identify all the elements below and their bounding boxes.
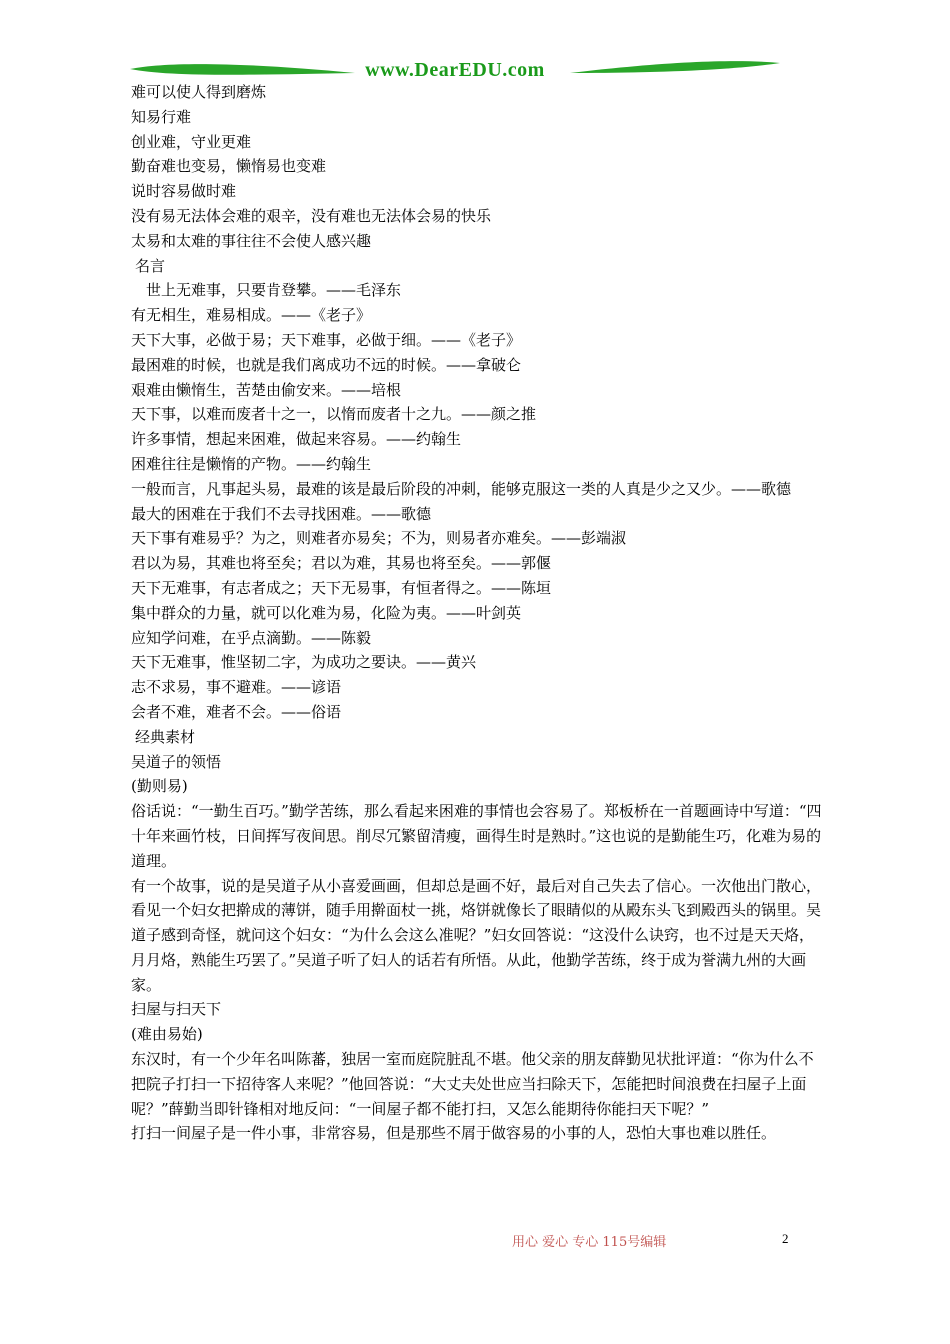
quote-line: 志不求易，事不避难。——谚语 [131, 678, 342, 697]
footer-text: 用心 爱心 专心 115号编辑 [512, 1235, 667, 1250]
paragraph: 打扫一间屋子是一件小事，非常容易，但是那些不屑于做容易的小事的人，恐怕大事也难以胜任。 [131, 1124, 777, 1143]
story-subtitle: (难由易始) [131, 1025, 203, 1044]
section-heading: 经典素材 [135, 727, 196, 746]
quote-line: 应知学问难，在乎点滴勤。——陈毅 [131, 628, 372, 647]
quote-line: 世上无难事，只要肯登攀。——毛泽东 [146, 281, 402, 300]
quote-line: 最困难的时候，也就是我们离成功不远的时候。——拿破仑 [131, 355, 522, 374]
quote-line: 天下无难事，有志者成之；天下无易事，有恒者得之。——陈垣 [131, 578, 552, 597]
paragraph: 东汉时，有一个少年名叫陈蕃，独居一室而庭院脏乱不堪。他父亲的朋友薛勤见状批评道：“你为什么不把院子打扫一下招待客人来呢？”他回答说：“大丈夫处世应当扫除天下，怎能把时间浪费在扫屋子上面呢？”薛勤当即针锋相对地反问：“一间屋子都不能打扫，又怎么能期待你能扫天下呢？” [131, 1050, 814, 1118]
text-line: 创业难，守业更难 [131, 132, 252, 151]
text-line: 太易和太难的事往往不会使人感兴趣 [131, 231, 372, 250]
text-line: 知易行难 [131, 107, 192, 126]
quote-line: 天下大事，必做于易；天下难事，必做于细。——《老子》 [131, 330, 522, 349]
story-title: 吴道子的领悟 [131, 752, 222, 771]
document-body [131, 80, 826, 1146]
quote-line: 困难往往是懒惰的产物。——约翰生 [131, 454, 372, 473]
story-subtitle: (勤则易) [131, 777, 188, 796]
quote-line: 最大的困难在于我们不去寻找困难。——歌德 [131, 504, 432, 523]
story-title: 扫屋与扫天下 [131, 1000, 222, 1019]
text-line: 难可以使人得到磨炼 [131, 83, 267, 101]
paragraph: 有一个故事，说的是吴道子从小喜爱画画，但却总是画不好，最后对自己失去了信心。一次他出门散心，看见一个妇女把擀成的薄饼，随手用擀面杖一挑，烙饼就像长了眼睛似的从殿东头飞到殿西头的锅里。吴道子感到奇怪，就问这个妇女：“为什么会这么准呢？”妇女回答说：“这没什么诀窍，也不过是天天烙，月月烙，熟能生巧罢了。”吴道子听了妇人的话若有所悟。从此，他勤学苦练，终于成为誉满九州的大画家。 [131, 876, 822, 994]
text-line: 勤奋难也变易，懒惰易也变难 [131, 157, 327, 176]
quote-line: 天下无难事，惟坚韧二字，为成功之要诀。——黄兴 [131, 653, 477, 672]
quote-line: 有无相生，难易相成。——《老子》 [131, 306, 372, 325]
quote-line: 天下事，以难而废者十之一，以惰而废者十之九。——颜之推 [131, 405, 537, 424]
quote-line: 君以为易，其难也将至矣；君以为难，其易也将至矣。——郭偃 [131, 554, 552, 573]
quote-line: 一般而言，凡事起头易，最难的该是最后阶段的冲刺，能够克服这一类的人真是少之又少。——歌德 [131, 479, 792, 498]
section-heading: 名言 [135, 256, 166, 275]
page-number: 2 [782, 1231, 789, 1246]
text-line: 说时容易做时难 [131, 182, 237, 201]
quote-line: 艰难由懒惰生，苦楚由偷安来。——培根 [131, 380, 402, 399]
paragraph: 俗话说：“一勤生百巧。”勤学苦练，那么看起来困难的事情也会容易了。郑板桥在一首题画诗中写道：“四十年来画竹枝，日间挥写夜间思。削尽冗繁留清瘦，画得生时是熟时。”这也说的是勤能生巧，化难为易的道理。 [131, 802, 822, 870]
quote-line: 会者不难，难者不会。——俗语 [131, 702, 342, 721]
text-line: 没有易无法体会难的艰辛，没有难也无法体会易的快乐 [131, 206, 492, 225]
quote-line: 天下事有难易乎？为之，则难者亦易矣；不为，则易者亦难矣。——彭端淑 [131, 529, 627, 548]
quote-line: 许多事情，想起来困难，做起来容易。——约翰生 [131, 430, 462, 449]
site-logo[interactable]: www.DearEDU.com [365, 59, 545, 81]
quote-line: 集中群众的力量，就可以化难为易，化险为夷。——叶剑英 [131, 603, 522, 622]
